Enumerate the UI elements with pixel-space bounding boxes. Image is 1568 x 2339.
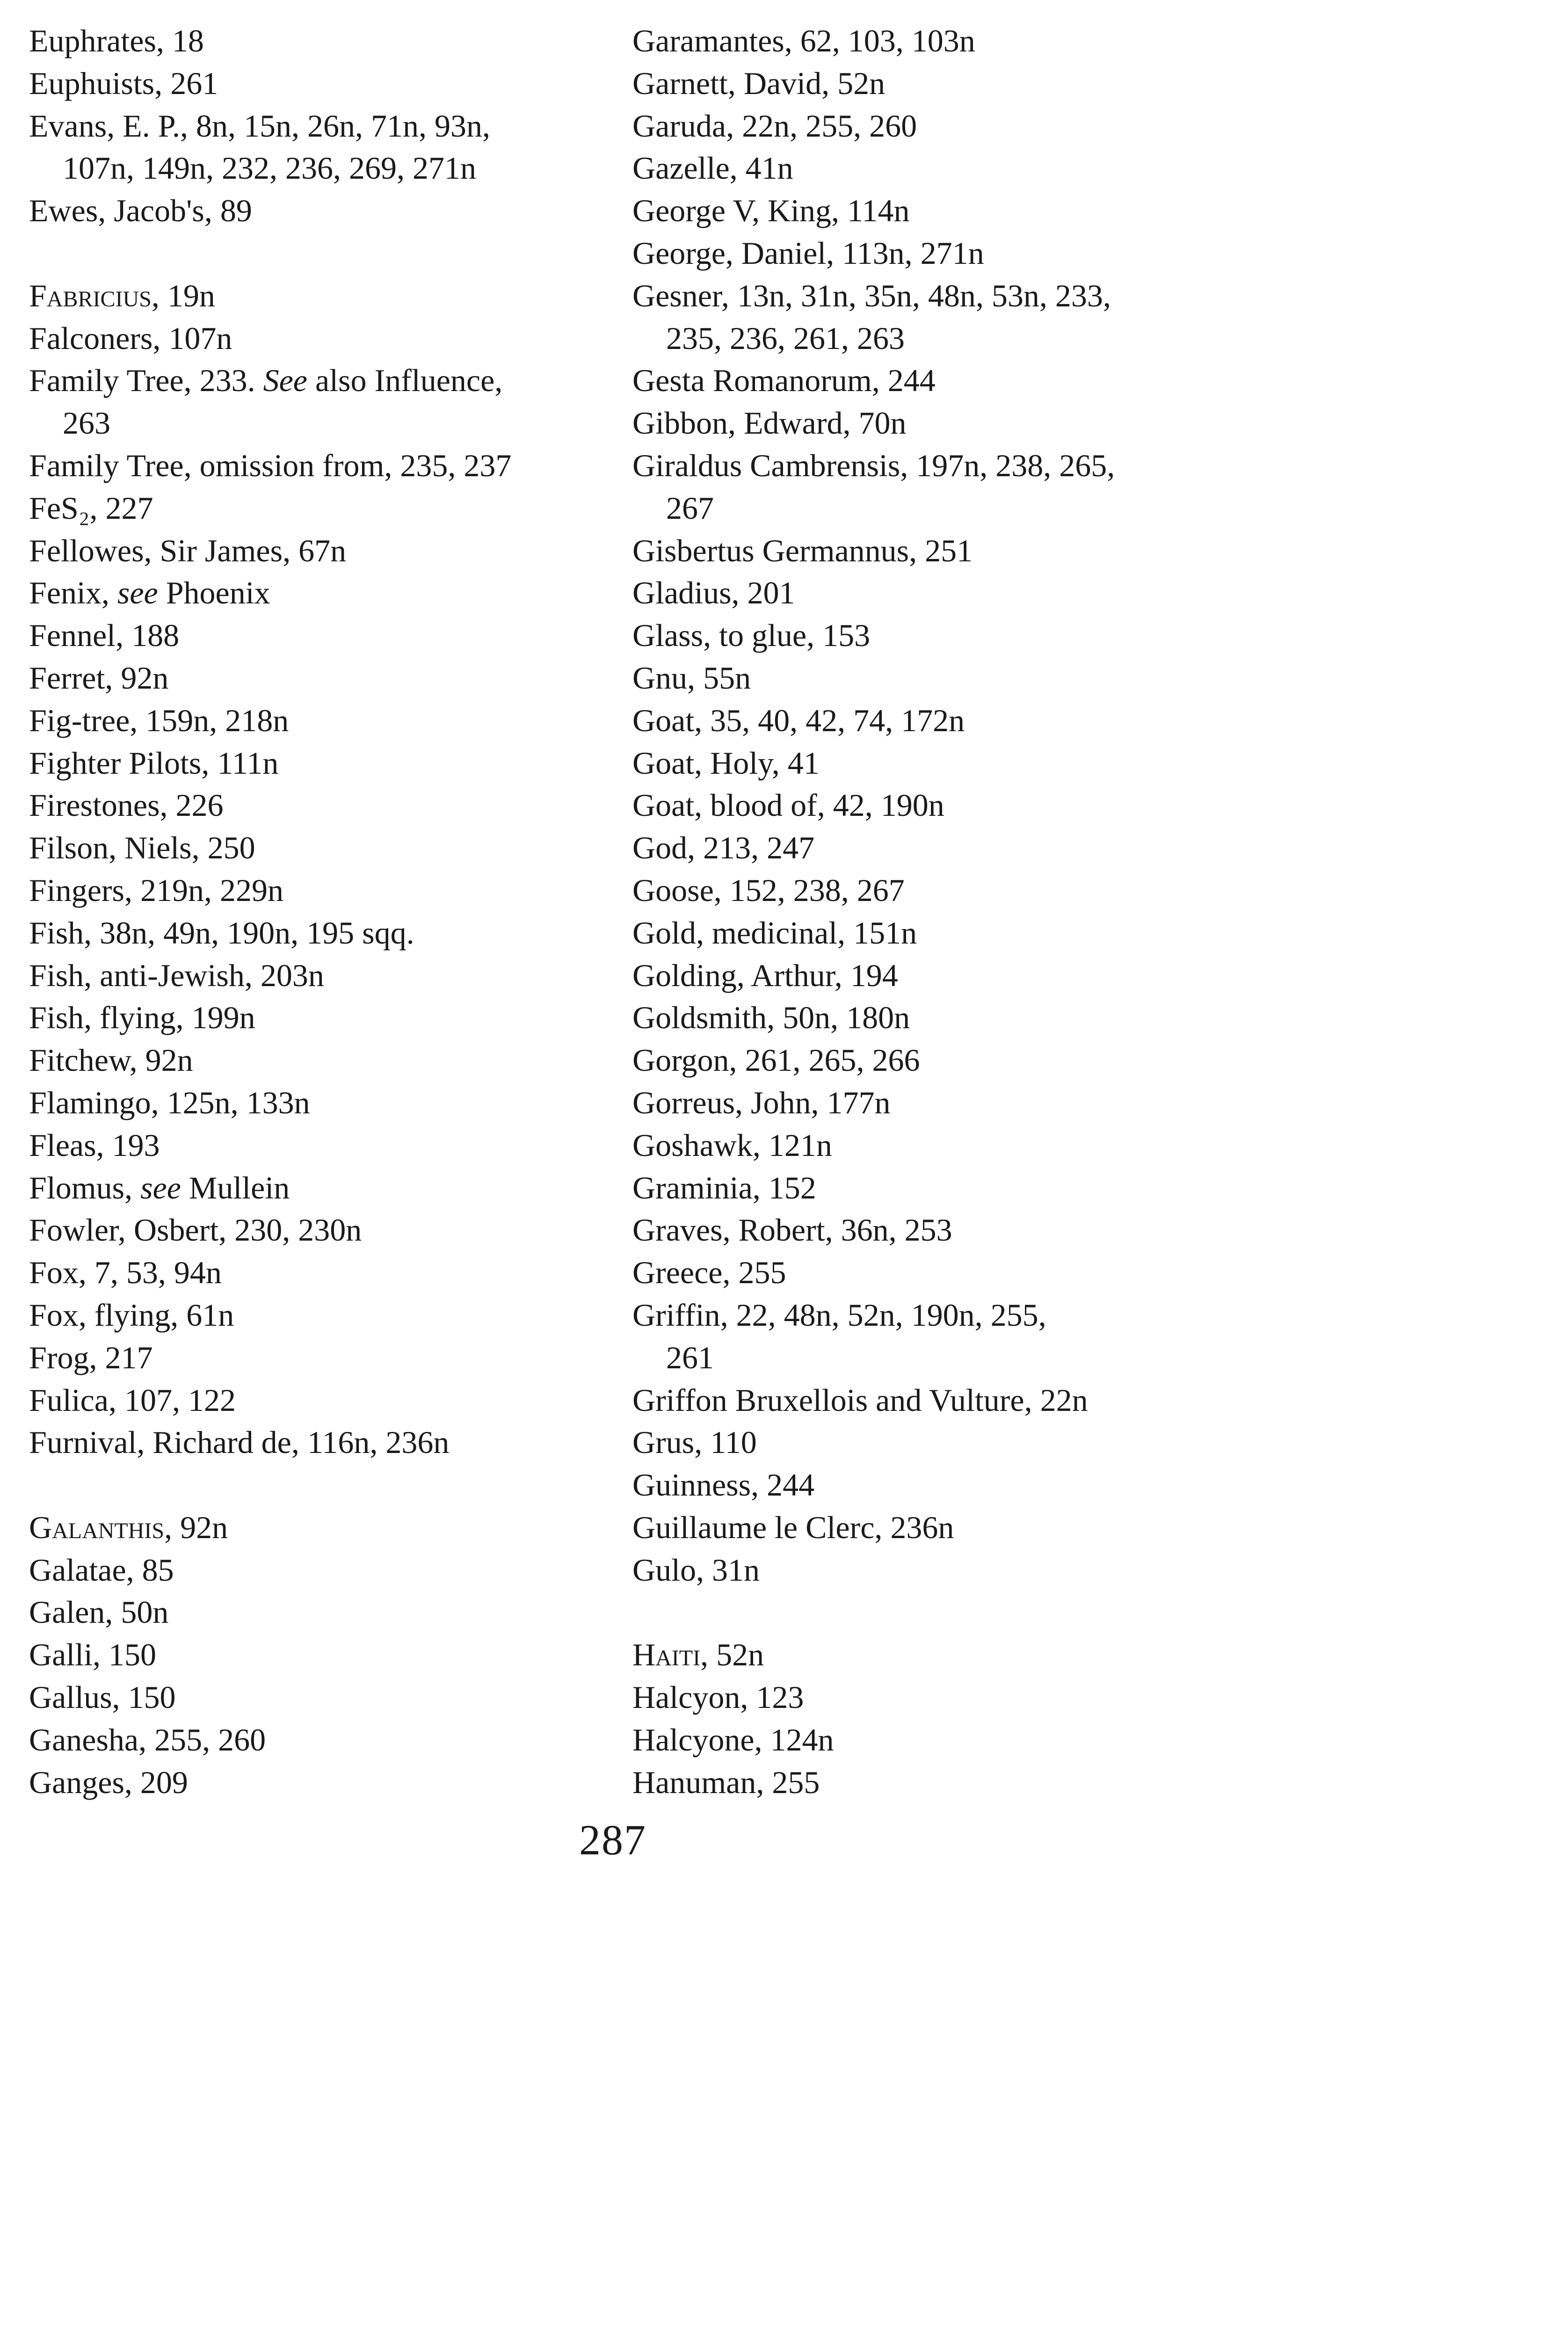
index-entry [632,869,1222,912]
entry-text: Giraldus Cambrensis, 197n, 238, 265, [632,447,1115,483]
entry-text: Goshawk, 121n [632,1127,832,1163]
entry-text: George, Daniel, 113n, 271n [632,235,984,271]
index-entry [632,232,1222,275]
entry-text: , 92n [164,1509,228,1545]
entry-text: Glass, to glue, 153 [632,617,871,654]
entry-text: Gallus, 150 [29,1679,176,1715]
entry-text: Fish, flying, 199n [29,1000,255,1036]
entry-text: Fleas, 193 [29,1127,160,1163]
entry-text: Gazelle, 41n [632,150,793,186]
entry-text: Filson, Niels, 250 [29,830,255,866]
entry-text: Furnival, Richard de, 116n, 236n [29,1424,450,1460]
index-entry [29,657,604,699]
entry-text: , 19n [151,277,215,313]
entry-text: Gibbon, Edward, 70n [632,405,907,441]
entry-text: Ganges, 209 [29,1764,188,1800]
entry-text: Fowler, Osbert, 230, 230n [29,1212,362,1248]
index-entry [29,1591,604,1634]
entry-text: Galli, 150 [29,1637,156,1673]
entry-text: Griffon Bruxellois and Vulture, 22n [632,1382,1088,1418]
page-number: 287 [579,1816,646,1864]
index-entry [29,189,604,232]
entry-text-tail: Phoenix [158,575,270,611]
entry-text: Griffin, 22, 48n, 52n, 190n, 255, [632,1297,1046,1333]
index-entry [632,827,1222,869]
entry-text: Ferret, 92n [29,660,169,696]
entry-text: Fighter Pilots, 111n [29,745,279,781]
entry-text: Gorreus, John, 177n [632,1084,891,1120]
index-entry [632,1719,1222,1761]
index-entry [632,189,1222,232]
entry-text: Fish, anti-Jewish, 203n [29,957,324,993]
entry-text: Graminia, 152 [632,1170,816,1206]
section-lead-word: Haiti [632,1637,701,1673]
index-entry [632,20,1222,62]
index-entry [29,572,604,614]
entry-text: Fox, 7, 53, 94n [29,1255,222,1291]
entry-text: Garamantes, 62, 103, 103n [632,23,975,58]
entry-text: Grus, 110 [632,1424,757,1460]
cross-reference-word: See [263,363,307,399]
index-entry-continuation: 107n, 149n, 232, 236, 269, 271n [63,150,476,186]
entry-text: George V, King, 114n [632,193,910,229]
entry-text: Firestones, 226 [29,787,224,823]
index-entry [632,996,1222,1039]
section-gap [29,1464,604,1506]
entry-text-tail: Mullein [181,1170,290,1206]
entry-text: Fulica, 107, 122 [29,1382,236,1418]
entry-text-tail: also Influence, [307,363,503,399]
index-entry [632,954,1222,997]
index-entry [29,359,604,402]
index-entry [29,827,604,869]
entry-text: Fellowes, Sir James, 67n [29,532,347,568]
index-entry [632,784,1222,827]
index-entry [29,1379,604,1422]
index-entry [632,1039,1222,1082]
entry-text: Gisbertus Germannus, 251 [632,532,973,568]
index-entry [29,275,604,317]
index-entry [632,1761,1222,1804]
entry-text: Frog, 217 [29,1339,153,1375]
entry-text: Gesta Romanorum, 244 [632,363,936,399]
index-entry [29,105,604,147]
index-entry [632,444,1222,487]
index-entry [29,869,604,912]
index-entry [632,1421,1222,1464]
index-entry [632,742,1222,785]
index-entry [632,912,1222,954]
index-entry [29,1294,604,1337]
entry-text: Gnu, 55n [632,660,751,696]
entry-text: Fox, flying, 61n [29,1297,234,1333]
entry-text: Fish, 38n, 49n, 190n, 195 sqq. [29,915,414,951]
index-entry [632,1464,1222,1506]
entry-text: Halcyon, 123 [632,1679,804,1715]
entry-text: Goat, Holy, 41 [632,745,820,781]
index-entry [29,1421,604,1464]
index-entry [29,1124,604,1167]
entry-text: Euphrates, 18 [29,23,204,58]
index-entry-continuation: 235, 236, 261, 263 [666,320,905,356]
cross-reference-word: see [140,1170,181,1206]
index-entry [632,1124,1222,1167]
entry-text: Gulo, 31n [632,1552,760,1588]
entry-text: Ewes, Jacob's, 89 [29,193,252,229]
index-entry [632,1251,1222,1294]
index-entry [632,1209,1222,1251]
entry-text: Flomus, [29,1170,141,1206]
index-entry [29,1719,604,1761]
entry-text: Fitchew, 92n [29,1042,193,1078]
index-entry [29,1676,604,1719]
entry-text: Gesner, 13n, 31n, 35n, 48n, 53n, 233, [632,277,1111,313]
index-entry-continuation: 267 [666,490,714,526]
index-entry [29,912,604,954]
section-gap [632,1591,1222,1634]
index-entry [29,444,604,487]
entry-text: Falconers, 107n [29,320,232,356]
index-entry [29,699,604,742]
index-entry-continuation: 263 [63,405,110,441]
index-entry [29,62,604,105]
index-entry [29,317,604,360]
index-entry [29,1039,604,1082]
entry-text: Goat, blood of, 42, 190n [632,787,944,823]
index-entry [632,275,1222,317]
index-entry [29,1549,604,1591]
entry-text: Goat, 35, 40, 42, 74, 172n [632,702,965,738]
index-entry [632,699,1222,742]
entry-text: Galatae, 85 [29,1552,174,1588]
index-entry [29,1082,604,1124]
section-gap [29,232,604,275]
entry-text: FeS₂, 227 [29,490,153,526]
entry-text: Halcyone, 124n [632,1722,834,1758]
entry-text: Gold, medicinal, 151n [632,915,917,951]
index-entry [632,1634,1222,1676]
entry-text: Golding, Arthur, 194 [632,957,898,993]
entry-text: Greece, 255 [632,1255,786,1291]
index-entry [632,62,1222,105]
index-entry [632,402,1222,444]
index-entry [632,1676,1222,1719]
entry-text: Hanuman, 255 [632,1764,820,1800]
entry-text: Garnett, David, 52n [632,65,886,101]
section-lead-word: Fabricius [29,277,152,313]
index-entry [632,105,1222,147]
section-lead-word: Galanthis [29,1509,165,1545]
index-entry [632,614,1222,657]
entry-text: Guinness, 244 [632,1467,815,1503]
index-entry [632,1082,1222,1124]
index-entry [29,614,604,657]
entry-text: Evans, E. P., 8n, 15n, 26n, 71n, 93n, [29,108,490,144]
entry-text: , 52n [700,1637,764,1673]
index-entry [29,1167,604,1209]
index-entry-continuation: 261 [666,1339,714,1375]
entry-text: Ganesha, 255, 260 [29,1722,266,1758]
index-entry [29,1761,604,1804]
entry-text: Family Tree, omission from, 235, 237 [29,447,512,483]
entry-text: Graves, Robert, 36n, 253 [632,1212,952,1248]
cross-reference-word: see [117,575,158,611]
index-entry [29,1506,604,1549]
entry-text: Gladius, 201 [632,575,795,611]
entry-text: God, 213, 247 [632,830,815,866]
entry-text: Goose, 152, 238, 267 [632,872,905,908]
entry-text: Fenix, [29,575,117,611]
entry-text: Galen, 50n [29,1594,169,1630]
entry-text: Flamingo, 125n, 133n [29,1084,310,1120]
index-entry [29,742,604,785]
index-entry [29,1251,604,1294]
index-column-right [632,20,1222,1803]
index-entry [632,1379,1222,1422]
entry-text: Fig-tree, 159n, 218n [29,702,289,738]
index-entry [632,572,1222,614]
index-entry [632,1549,1222,1591]
index-entry [632,1167,1222,1209]
index-entry [29,954,604,997]
index-column-left [29,20,604,1803]
index-entry [632,530,1222,572]
entry-text: Guillaume le Clerc, 236n [632,1509,954,1545]
index-entry [632,1294,1222,1337]
index-entry [632,359,1222,402]
index-entry [29,996,604,1039]
index-entry [29,784,604,827]
index-entry [29,1337,604,1379]
entry-text: Gorgon, 261, 265, 266 [632,1042,920,1078]
index-entry [632,657,1222,699]
entry-text: Euphuists, 261 [29,65,218,101]
entry-text: Family Tree, 233. [29,363,263,399]
entry-text: Goldsmith, 50n, 180n [632,1000,910,1036]
index-entry [29,1634,604,1676]
entry-text: Fennel, 188 [29,617,180,654]
index-entry [632,147,1222,189]
entry-text: Garuda, 22n, 255, 260 [632,108,917,144]
index-entry [29,487,604,530]
index-entry [29,530,604,572]
entry-text: Fingers, 219n, 229n [29,872,283,908]
index-entry [29,20,604,62]
index-entry [29,1209,604,1251]
index-entry [632,1506,1222,1549]
